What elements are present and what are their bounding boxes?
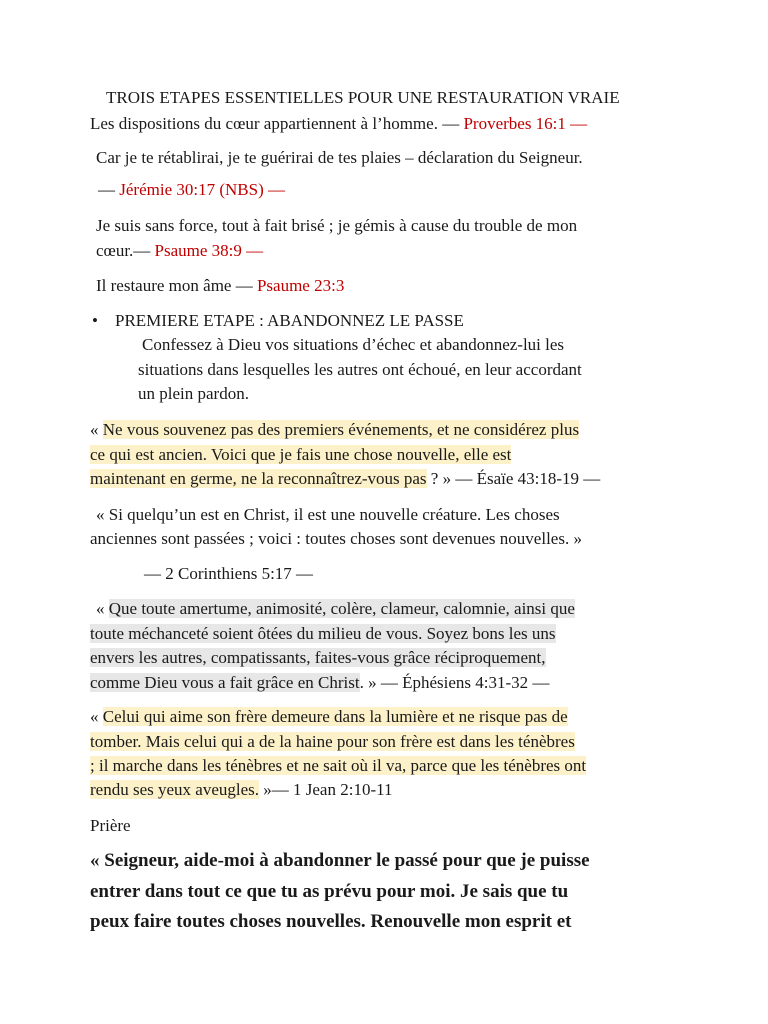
quote-jean-line	[90, 754, 586, 778]
bullet-icon: •	[92, 311, 98, 330]
highlighted-text: toute méchanceté soient ôtées du milieu de vous. Soyez bons les uns	[90, 624, 556, 643]
quote-reference: ? » — Ésaïe 43:18-19 —	[426, 469, 601, 488]
verse-text: cœur.—	[96, 241, 155, 260]
highlighted-text: ; il marche dans les ténèbres et ne sait où il va, parce que les ténèbres ont	[90, 756, 587, 775]
highlighted-text: comme Dieu vous a fait grâce en Christ	[90, 673, 360, 692]
quote-reference: . » — Éphésiens 4:31-32 —	[359, 673, 550, 692]
quote-jean-line	[90, 730, 575, 754]
bullet-text-line: situations dans lesquelles les autres ont échoué, en leur accordant	[138, 360, 582, 379]
verse-reference: Proverbes 16:1 —	[463, 114, 588, 133]
quote-esaie-line	[90, 418, 579, 442]
verse-psaume38-line2	[96, 239, 263, 263]
quote-corinthiens-line: anciennes sont passées ; voici : toutes choses sont devenues nouvelles. »	[90, 529, 582, 548]
quote-open: «	[90, 707, 103, 726]
quote-reference: »— 1 Jean 2:10-11	[259, 780, 393, 799]
quote-reference: — 2 Corinthiens 5:17 —	[144, 564, 314, 583]
prayer-label: Prière	[90, 816, 131, 835]
quote-open: «	[90, 420, 103, 439]
highlighted-text: tomber. Mais celui qui a de la haine pour son frère est dans les ténèbres	[90, 732, 575, 751]
verse-proverbes	[90, 112, 587, 136]
highlighted-text: envers les autres, compatissants, faites-vous grâce réciproquement,	[90, 648, 546, 667]
quote-jean-line	[90, 778, 392, 802]
verse-reference: Jérémie 30:17 (NBS) —	[119, 180, 285, 199]
quote-corinthiens-line: « Si quelqu’un est en Christ, il est une nouvelle créature. Les choses	[96, 505, 560, 524]
verse-psaume38-line: Je suis sans force, tout à fait brisé ; je gémis à cause du trouble de mon	[96, 216, 578, 235]
quote-ephesiens-line	[90, 671, 549, 695]
verse-reference: Psaume 38:9 —	[154, 241, 264, 260]
bullet-text-line: Confessez à Dieu vos situations d’échec et abandonnez-lui les	[142, 335, 565, 354]
quote-esaie-line	[90, 467, 600, 491]
highlighted-text: Ne vous souvenez pas des premiers événements, et ne considérez plus	[102, 420, 580, 439]
prayer-line: peux faire toutes choses nouvelles. Renouvelle mon esprit et	[90, 911, 572, 932]
quote-ephesiens-line	[90, 622, 556, 646]
verse-reference: Psaume 23:3	[256, 276, 345, 295]
page-title: TROIS ETAPES ESSENTIELLES POUR UNE RESTAURATION VRAIE	[106, 88, 620, 107]
quote-jean-line	[90, 705, 568, 729]
verse-psaume23	[96, 274, 344, 298]
verse-jeremie-ref-line	[98, 178, 285, 202]
highlighted-text: Celui qui aime son frère demeure dans la lumière et ne risque pas de	[102, 707, 568, 726]
verse-text: Il restaure mon âme —	[96, 276, 257, 295]
highlighted-text: ce qui est ancien. Voici que je fais une chose nouvelle, elle est	[90, 445, 512, 464]
quote-open: «	[96, 599, 109, 618]
quote-ephesiens-line	[90, 646, 546, 670]
verse-text: Les dispositions du cœur appartiennent à l’homme. —	[90, 114, 464, 133]
highlighted-text: rendu ses yeux aveugles.	[90, 780, 260, 799]
verse-jeremie-line: Car je te rétablirai, je te guérirai de tes plaies – déclaration du Seigneur.	[96, 148, 583, 167]
highlighted-text: maintenant en germe, ne la reconnaîtrez-vous pas	[90, 469, 427, 488]
highlighted-text: Que toute amertume, animosité, colère, clameur, calomnie, ainsi que	[108, 599, 575, 618]
dash: —	[98, 180, 120, 199]
prayer-line: « Seigneur, aide-moi à abandonner le passé pour que je puisse	[90, 850, 590, 871]
quote-ephesiens-line	[96, 597, 575, 621]
prayer-line: entrer dans tout ce que tu as prévu pour moi. Je sais que tu	[90, 881, 569, 902]
bullet-heading: PREMIERE ETAPE : ABANDONNEZ LE PASSE	[115, 311, 464, 330]
quote-esaie-line	[90, 443, 511, 467]
bullet-text-line: un plein pardon.	[138, 384, 249, 403]
